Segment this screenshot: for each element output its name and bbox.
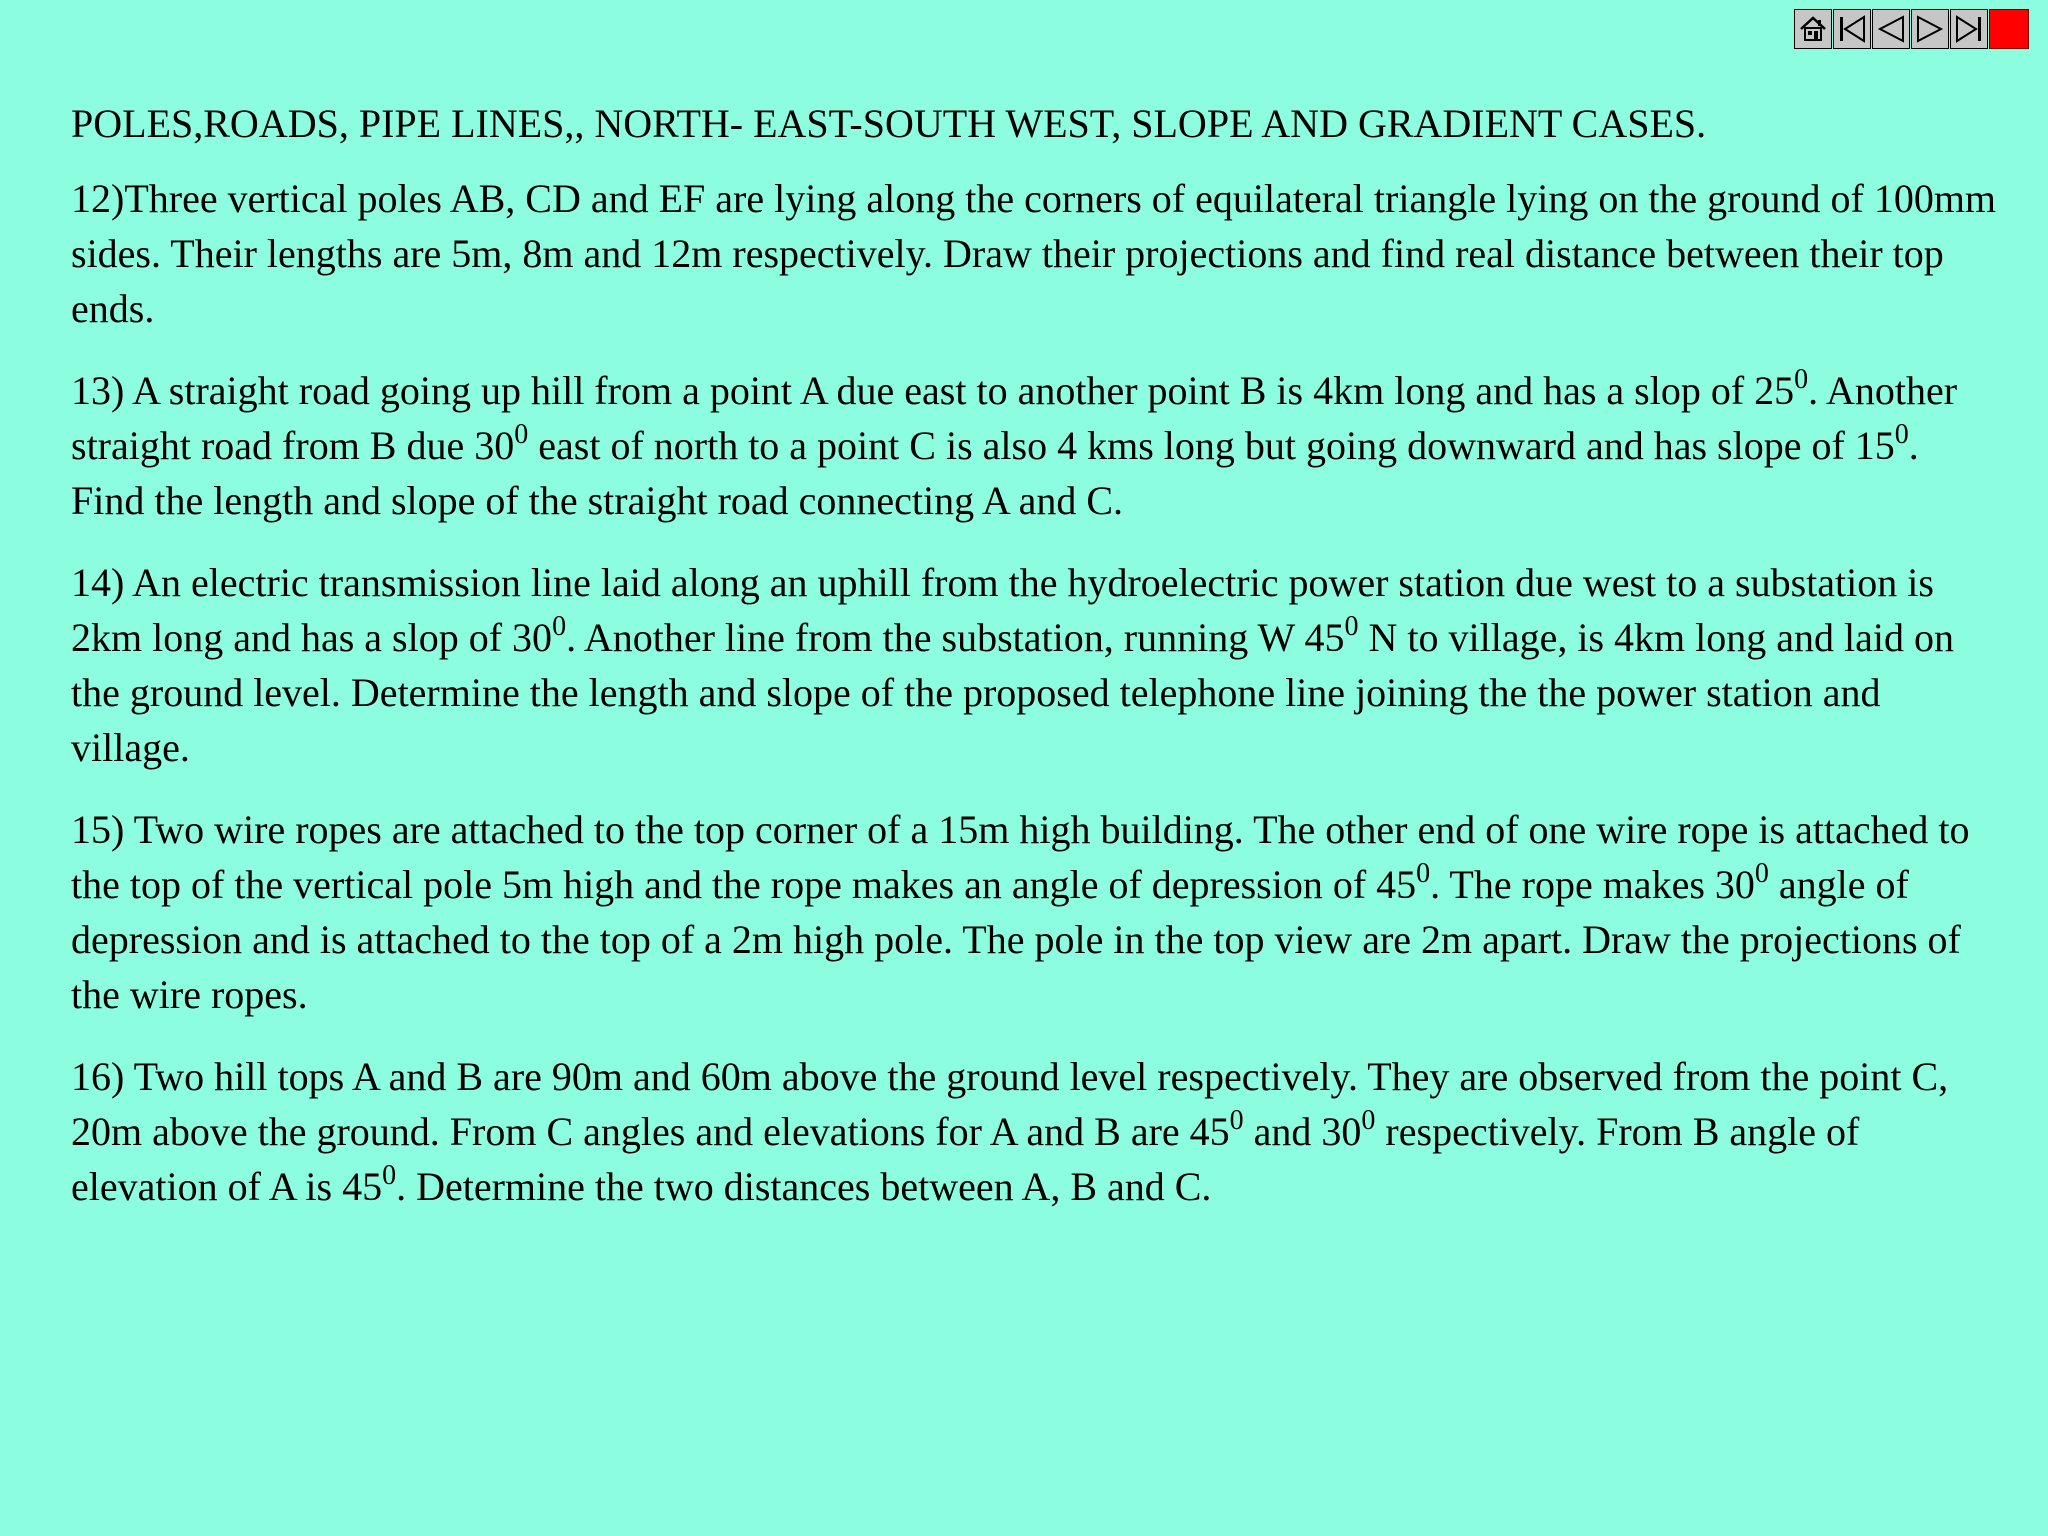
problem-text: Two wire ropes are attached to the top corner of a 15m high building. The other end of one wire rope is attached to the top of the vertical pole 5m high and the rope makes an angle of depression of 45 [71,807,1970,907]
degree-superscript: 0 [1794,363,1809,395]
problem-text: N to village, is 4km long and laid on the ground level. Determine the length and slope of the proposed telephone line joining the the power station and village. [71,615,1954,770]
problem-text: . Find the length and slope of the straight road connecting A and C. [71,423,1919,523]
degree-superscript: 0 [1344,610,1359,642]
page-title: POLES,ROADS, PIPE LINES,, NORTH- EAST-SOUTH WEST, SLOPE AND GRADIENT CASES. [71,101,1707,146]
problem-text: A straight road going up hill from a point A due east to another point B is 4km long and has a slop of 25 [124,368,1795,413]
problem-text: angle of depression and is attached to the top of a 2m high pole. The pole in the top view are 2m apart. Draw the projections of the wire ropes. [71,862,1961,1017]
degree-superscript: 0 [1754,857,1769,889]
first-slide-button[interactable] [1833,9,1871,49]
problem-text: Three vertical poles AB, CD and EF are lying along the corners of equilateral triangle lying on the ground of 100mm sides. Their lengths are 5m, 8m and 12m respectively. Draw their projections and find real distance between their top ends. [71,176,1997,331]
problem-14 [71,555,2001,775]
problem-number: 15) [71,807,125,852]
problem-text: respectively. From B angle of elevation of A is 45 [71,1109,1860,1209]
degree-superscript: 0 [1894,418,1909,450]
problem-number: 14) [71,560,125,605]
problem-13 [71,363,2001,528]
problem-number: 16) [71,1054,125,1099]
previous-slide-button[interactable] [1872,9,1910,49]
problem-number: 13) [71,368,125,413]
slide-navigation-bar [1794,9,2030,51]
problem-16 [71,1049,2001,1214]
problem-text: An electric transmission line laid along an uphill from the hydroelectric power station due west to a substation is 2km long and has a slop of 30 [71,560,1934,660]
degree-superscript: 0 [1229,1104,1244,1136]
problem-12 [71,171,2001,336]
degree-superscript: 0 [382,1159,397,1191]
exit-button[interactable] [1989,9,2029,49]
problem-text: and 30 [1243,1109,1362,1154]
degree-superscript: 0 [514,418,529,450]
next-slide-icon [1915,14,1945,44]
degree-superscript: 0 [552,610,567,642]
next-slide-button[interactable] [1911,9,1949,49]
problem-text: . Another line from the substation, running W 45 [566,615,1345,660]
last-slide-button[interactable] [1950,9,1988,49]
problem-15 [71,802,2001,1022]
slide-content [71,96,2001,1241]
problem-text: . Another straight road from B due 30 [71,368,1958,468]
problem-text: . Determine the two distances between A, B and C. [396,1164,1212,1209]
problem-number: 12) [71,176,125,221]
previous-slide-icon [1876,14,1906,44]
problem-text: east of north to a point C is also 4 kms long but going downward and has slope of 15 [528,423,1895,468]
home-button[interactable] [1794,9,1832,49]
degree-superscript: 0 [1416,857,1431,889]
home-icon [1798,14,1828,44]
first-slide-icon [1837,14,1867,44]
degree-superscript: 0 [1361,1104,1376,1136]
problem-text: . The rope makes 30 [1430,862,1755,907]
last-slide-icon [1954,14,1984,44]
problem-text: Two hill tops A and B are 90m and 60m above the ground level respectively. They are observed from the point C, 20m above the ground. From C angles and elevations for A and B are 45 [71,1054,1949,1154]
